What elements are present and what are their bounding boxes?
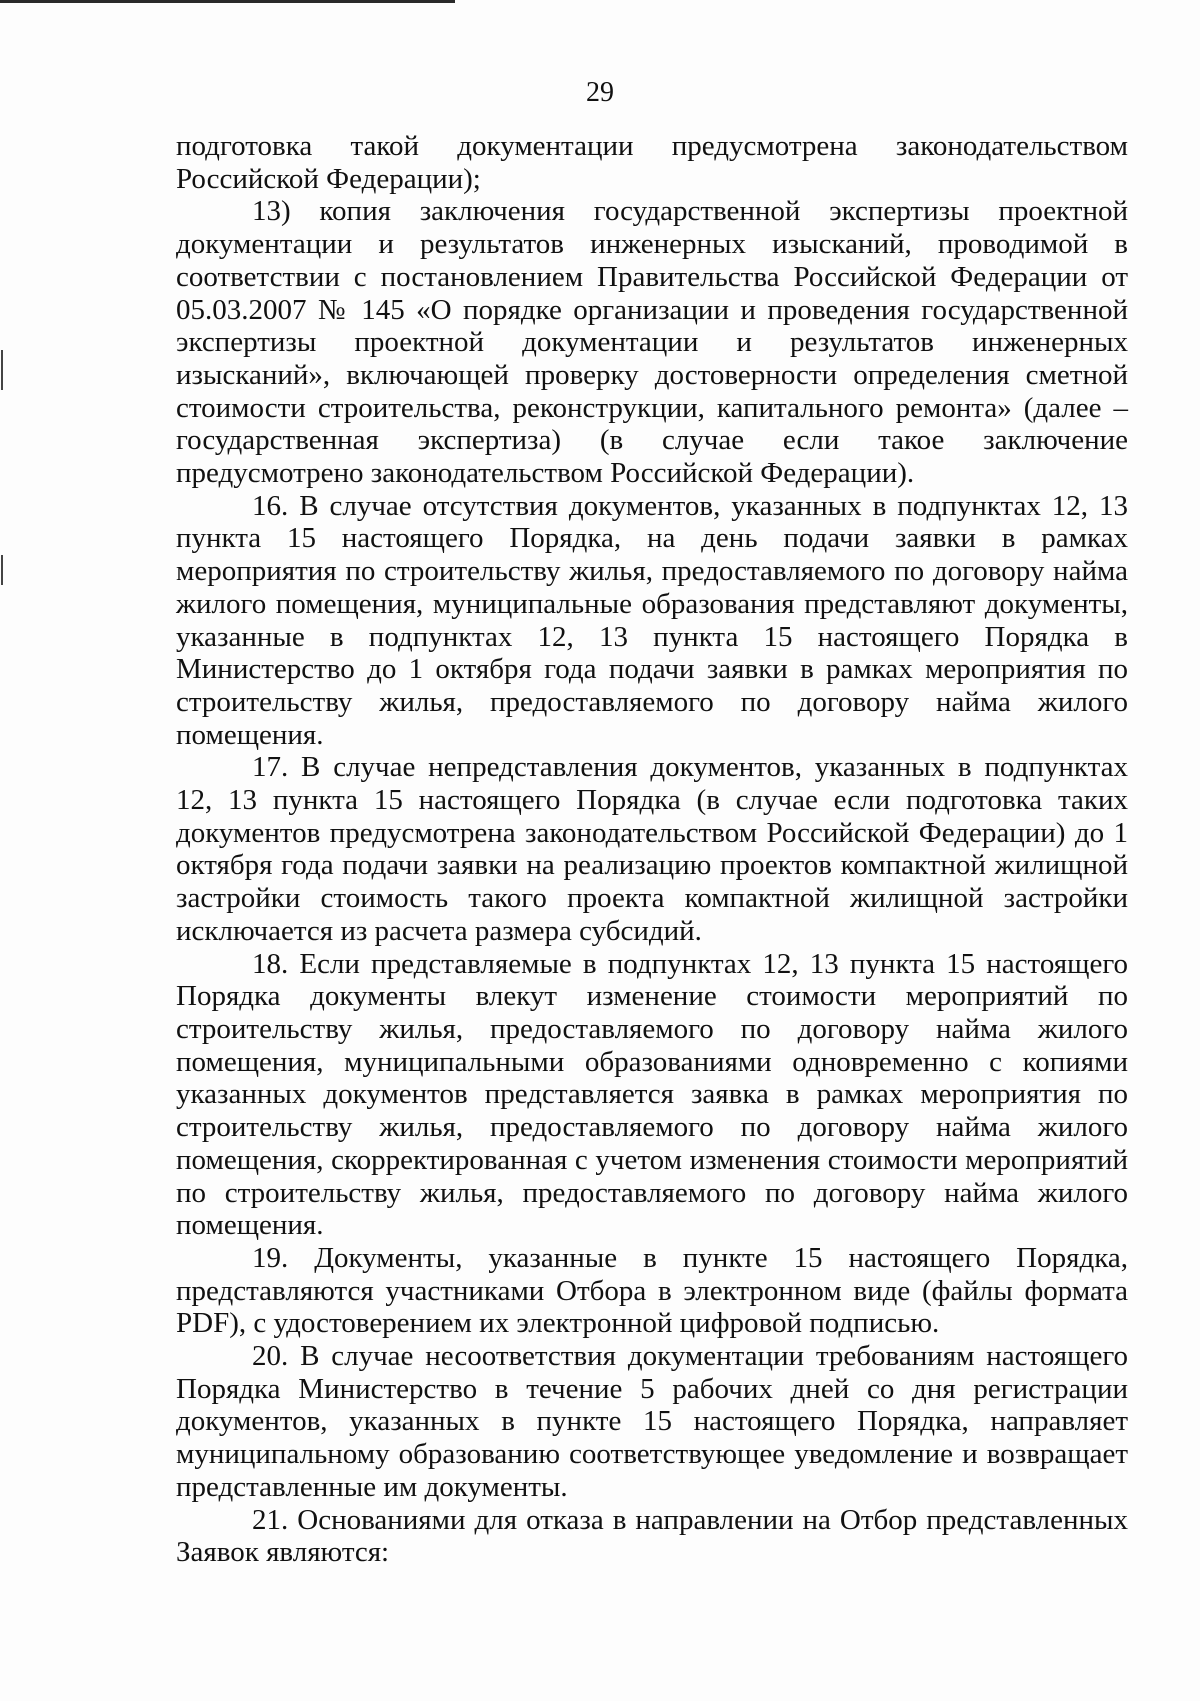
paragraph-continuation: подготовка такой документации предусмотрена законодательством Российской Федерации); [176,130,1128,195]
scan-top-edge [0,0,455,3]
paragraph-20: 20. В случае несоответствия документации требованиям настоящего Порядка Министерство в течение 5 рабочих дней со дня регистрации документов, указанных в пункте 15 настоящего Порядка, направляет муниципальному образованию соответствующее уведомление и возвращает представленные им документы. [176,1340,1128,1503]
paragraph-17: 17. В случае непредставления документов, указанных в подпунктах 12, 13 пункта 15 настоящего Порядка (в случае если подготовка таких документов предусмотрена законодательством Российской Федерации) до 1 октября года подачи заявки на реализацию проектов компактной жилищной застройки стоимость такого проекта компактной жилищной застройки исключается из расчета размера субсидий. [176,751,1128,947]
page-number: 29 [586,77,614,108]
scan-edge-mark [1,555,3,585]
scan-edge-mark [1,350,3,390]
paragraph-13: 13) копия заключения государственной экспертизы проектной документации и результатов инженерных изысканий, проводимой в соответствии с постановлением Правительства Российской Федерации от 05.03.2007 № 145 «О порядке организации и проведения государственной экспертизы проектной документации и результатов инженерных изысканий», включающей проверку достоверности определения сметной стоимости строительства, реконструкции, капитального ремонта» (далее – государственная экспертиза) (в случае если такое заключение предусмотрено законодательством Российской Федерации). [176,195,1128,490]
paragraph-21: 21. Основаниями для отказа в направлении на Отбор представленных Заявок являются: [176,1503,1128,1569]
paragraph-16: 16. В случае отсутствия документов, указанных в подпунктах 12, 13 пункта 15 настоящего Порядка, на день подачи заявки в рамках мероприятия по строительству жилья, предоставляемого по договору найма жилого помещения, муниципальные образования представляют документы, указанные в подпунктах 12, 13 пункта 15 настоящего Порядка в Министерство до 1 октября года подачи заявки в рамках мероприятия по строительству жилья, предоставляемого по договору найма жилого помещения. [176,489,1128,751]
paragraph-19: 19. Документы, указанные в пункте 15 настоящего Порядка, представляются участниками Отбора в электронном виде (файлы формата PDF), с удостоверением их электронной цифровой подписью. [176,1241,1128,1340]
document-body [176,130,1128,1569]
paragraph-18: 18. Если представляемые в подпунктах 12, 13 пункта 15 настоящего Порядка документы влекут изменение стоимости мероприятий по строительству жилья, предоставляемого по договору найма жилого помещения, муниципальными образованиями одновременно с копиями указанных документов представляется заявка в рамках мероприятия по строительству жилья, предоставляемого по договору найма жилого помещения, скорректированная с учетом изменения стоимости мероприятий по строительству жилья, предоставляемого по договору найма жилого помещения. [176,947,1128,1242]
